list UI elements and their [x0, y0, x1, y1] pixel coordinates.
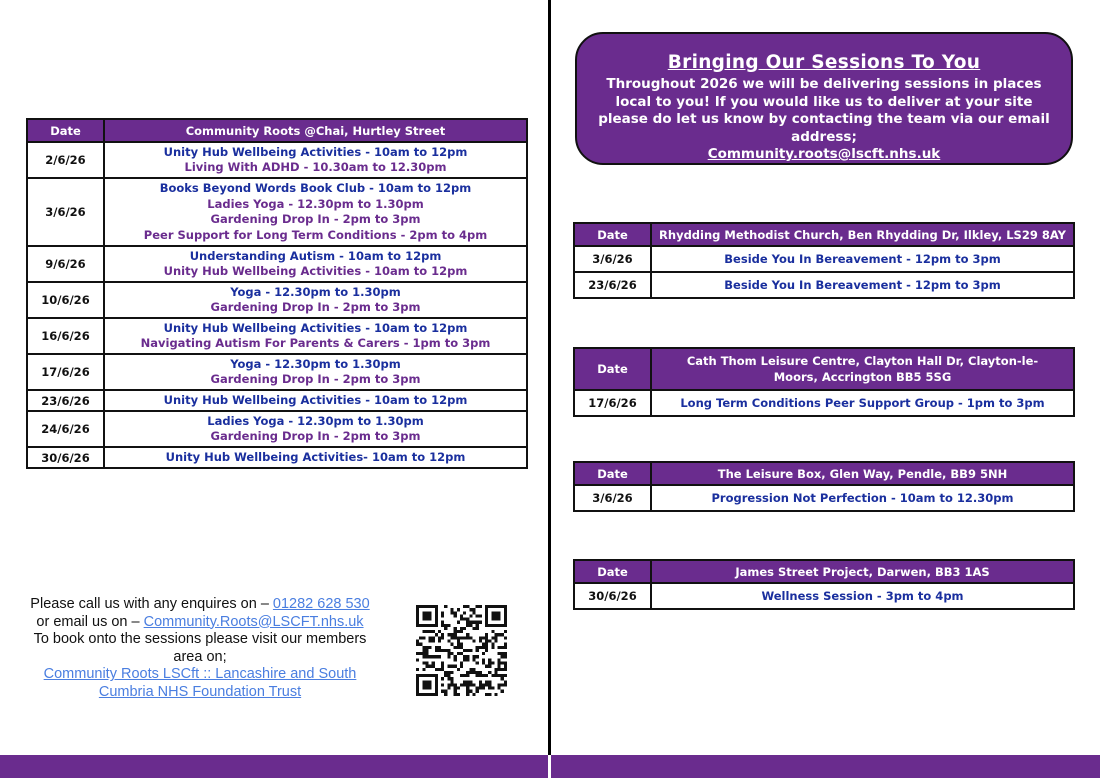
- schedule-table-rhydding: [573, 222, 1075, 299]
- callout-email-link[interactable]: Community.roots@lscft.nhs.uk: [707, 146, 941, 162]
- venue-header: The Leisure Box, Glen Way, Pendle, BB9 5NH: [651, 462, 1074, 485]
- session-date: 17/6/26: [27, 354, 104, 390]
- table-row: [27, 411, 527, 447]
- activity-line: Peer Support for Long Term Conditions - 2pm to 4pm: [143, 227, 488, 242]
- table-row: [27, 390, 527, 411]
- schedule-table-james-street: [573, 559, 1075, 610]
- session-date: 24/6/26: [27, 411, 104, 447]
- session-date: 2/6/26: [27, 142, 104, 178]
- table-row: [27, 282, 527, 318]
- activity-line: Navigating Autism For Parents & Carers - 1pm to 3pm: [140, 336, 491, 350]
- table-row: [27, 354, 527, 390]
- session-date: 3/6/26: [27, 178, 104, 246]
- table-row: [574, 246, 1074, 272]
- session-activities: [104, 447, 527, 468]
- email-label: or email us on –: [36, 613, 144, 630]
- date-header: Date: [574, 348, 651, 390]
- activity-line: Gardening Drop In - 2pm to 3pm: [210, 300, 421, 314]
- activity-line: Unity Hub Wellbeing Activities - 10am to 12pm: [163, 144, 468, 159]
- venue-header: Community Roots @Chai, Hurtley Street: [104, 119, 527, 142]
- contact-email-line: [30, 614, 370, 632]
- table-row: [27, 246, 527, 282]
- venue-header: Rhydding Methodist Church, Ben Rhydding Dr, Ilkley, LS29 8AY: [651, 223, 1074, 246]
- session-date: 16/6/26: [27, 318, 104, 354]
- session-date: 9/6/26: [27, 246, 104, 282]
- session-activities: [104, 142, 527, 178]
- date-header: Date: [574, 462, 651, 485]
- schedule-table-cath-thom: [573, 347, 1075, 417]
- session-activity: Wellness Session - 3pm to 4pm: [651, 583, 1074, 609]
- session-date: 30/6/26: [574, 583, 651, 609]
- members-area-link[interactable]: Community Roots LSCft :: Lancashire and South Cumbria NHS Foundation Trust: [43, 666, 357, 700]
- callout-title: Bringing Our Sessions To You: [667, 52, 981, 73]
- activity-line: Understanding Autism - 10am to 12pm: [189, 248, 442, 263]
- venue-header: Cath Thom Leisure Centre, Clayton Hall Dr, Clayton-le-Moors, Accrington BB5 5SG: [651, 348, 1074, 390]
- activity-line: Gardening Drop In - 2pm to 3pm: [210, 429, 421, 443]
- activity-line: Yoga - 12.30pm to 1.30pm: [230, 284, 401, 299]
- date-header: Date: [574, 223, 651, 246]
- callout-text: Throughout 2026 we will be delivering sessions in places local to you! If you would like us to deliver at your site please do let us know by contacting the team via our email address;: [598, 76, 1050, 145]
- schedule-table-leisure-box: [573, 461, 1075, 512]
- date-header: Date: [574, 560, 651, 583]
- session-activity: Beside You In Bereavement - 12pm to 3pm: [651, 272, 1074, 298]
- schedule-table-chai: [26, 118, 528, 469]
- session-activities: [104, 318, 527, 354]
- session-activities: [104, 246, 527, 282]
- sessions-callout: [575, 32, 1073, 165]
- activity-line: Living With ADHD - 10.30am to 12.30pm: [184, 160, 447, 174]
- session-activities: [104, 282, 527, 318]
- session-date: 17/6/26: [574, 390, 651, 416]
- activity-line: Ladies Yoga - 12.30pm to 1.30pm: [207, 196, 424, 211]
- table-row: [574, 272, 1074, 298]
- booking-text: To book onto the sessions please visit our members area on;: [33, 631, 367, 665]
- footer-divider: [548, 755, 551, 778]
- date-header: Date: [27, 119, 104, 142]
- activity-line: Yoga - 12.30pm to 1.30pm: [230, 356, 401, 371]
- session-activities: [104, 178, 527, 246]
- activity-line: Unity Hub Wellbeing Activities - 10am to 12pm: [163, 264, 468, 278]
- table-row: [27, 178, 527, 246]
- table-row: [574, 583, 1074, 609]
- session-activities: [104, 411, 527, 447]
- phone-label: Please call us with any enquires on –: [30, 596, 273, 612]
- session-date: 3/6/26: [574, 485, 651, 511]
- table-row: [574, 390, 1074, 416]
- activity-line: Unity Hub Wellbeing Activities - 10am to 12pm: [163, 392, 468, 407]
- session-activity: Beside You In Bereavement - 12pm to 3pm: [651, 246, 1074, 272]
- session-activity: Long Term Conditions Peer Support Group - 1pm to 3pm: [651, 390, 1074, 416]
- session-date: 23/6/26: [27, 390, 104, 411]
- table-row: [27, 447, 527, 468]
- activity-line: Books Beyond Words Book Club - 10am to 12pm: [159, 181, 472, 195]
- contact-info: [30, 596, 370, 702]
- session-date: 30/6/26: [27, 447, 104, 468]
- qr-code-icon[interactable]: [416, 605, 507, 696]
- session-activities: [104, 390, 527, 411]
- email-link[interactable]: Community.Roots@LSCFT.nhs.uk: [143, 613, 364, 630]
- activity-line: Gardening Drop In - 2pm to 3pm: [210, 372, 421, 386]
- activity-line: Unity Hub Wellbeing Activities - 10am to 12pm: [163, 320, 468, 335]
- table-row: [27, 318, 527, 354]
- contact-phone-line: [30, 596, 370, 614]
- session-activity: Progression Not Perfection - 10am to 12.30pm: [651, 485, 1074, 511]
- session-date: 10/6/26: [27, 282, 104, 318]
- session-date: 23/6/26: [574, 272, 651, 298]
- session-activities: [104, 354, 527, 390]
- table-row: [574, 485, 1074, 511]
- activity-line: Unity Hub Wellbeing Activities- 10am to 12pm: [165, 449, 466, 464]
- phone-link[interactable]: 01282 628 530: [272, 596, 370, 612]
- venue-header: James Street Project, Darwen, BB3 1AS: [651, 560, 1074, 583]
- activity-line: Ladies Yoga - 12.30pm to 1.30pm: [207, 413, 424, 428]
- callout-body: [591, 76, 1057, 164]
- activity-line: Gardening Drop In - 2pm to 3pm: [210, 212, 421, 226]
- session-date: 3/6/26: [574, 246, 651, 272]
- page-divider: [548, 0, 551, 778]
- table-row: [27, 142, 527, 178]
